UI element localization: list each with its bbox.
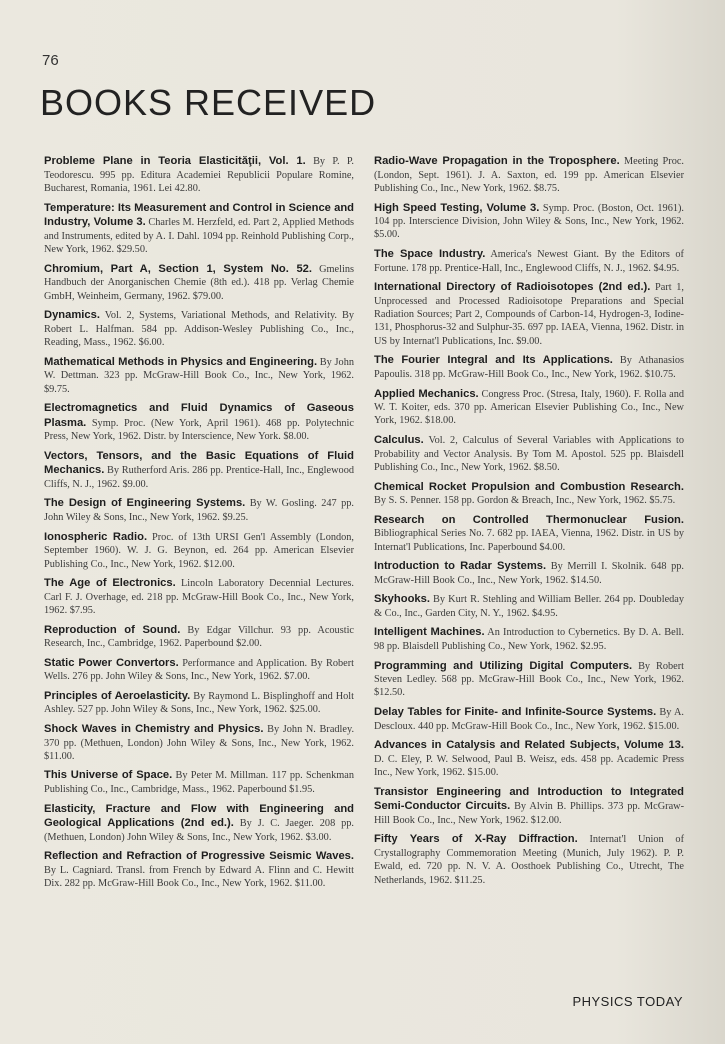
book-title: The Space Industry.	[374, 248, 486, 260]
book-details: Proc. of 13th URSI Gen'l Assembly (London, September 1960). W. J. G. Beynon, ed. 264 pp. American Elsevier Publishing Co., Inc., New York, 1962. $12.00.	[44, 531, 355, 570]
book-details: By L. Cagniard. Transl. from French by Edward A. Flinn and C. Hewitt Dix. 282 pp. McGraw-Hill Book Co., Inc., New York, 1962. $11.00.	[44, 864, 354, 890]
book-entry	[374, 480, 684, 508]
book-title: Vectors, Tensors, and the Basic Equations of Fluid Mechanics.	[44, 449, 354, 477]
book-entry	[44, 623, 354, 651]
book-details: By A. Descloux. 440 pp. McGraw-Hill Book Co., Inc., New York, 1962. $15.00.	[374, 707, 684, 732]
page-number: 76	[42, 52, 59, 69]
book-entry	[44, 689, 354, 717]
book-title: High Speed Testing, Volume 3.	[374, 201, 540, 214]
book-details: By J. C. Jaeger. 208 pp. (Methuen, London) John Wiley & Sons, Inc., New York, 1962. $3.00.	[44, 818, 354, 843]
right-column	[374, 154, 684, 896]
book-title: Elasticity, Fracture and Flow with Engineering and Geological Applications (2nd ed.).	[44, 802, 354, 830]
book-entry	[44, 201, 354, 257]
book-details: By John W. Dettman. 323 pp. McGraw-Hill Book Co., Inc., New York, 1962. $9.75.	[44, 356, 354, 395]
book-details: Meeting Proc. (London, Sept. 1961). J. A. Saxton, ed. 199 pp. American Elsevier Publishing Co., Inc., New York, 1962. $8.75.	[374, 156, 685, 194]
book-entry	[374, 785, 684, 828]
book-entry	[374, 738, 684, 779]
book-title: Introduction to Radar Systems.	[374, 560, 547, 573]
book-title: Ionospheric Radio.	[44, 530, 148, 543]
book-title: Radio-Wave Propagation in the Troposphere.	[374, 155, 620, 167]
book-title: Chromium, Part A, Section 1, System No. 52.	[44, 262, 313, 275]
book-details: By Alvin B. Phillips. 373 pp. McGraw-Hill Book Co., Inc., New York, 1962. $12.00.	[374, 801, 685, 826]
book-entry	[374, 201, 684, 242]
book-entry	[374, 154, 684, 195]
book-title: Reflection and Refraction of Progressive Seismic Waves.	[44, 850, 354, 863]
book-title: Intelligent Machines.	[374, 626, 485, 639]
book-details: By W. Gosling. 247 pp. John Wiley & Sons, Inc., New York, 1962. $9.25.	[44, 498, 354, 523]
book-details: By Athanasios Papoulis. 318 pp. McGraw-Hill Book Co., Inc., New York, 1962. $10.75.	[374, 355, 684, 380]
book-entry	[374, 513, 684, 554]
book-title: Transistor Engineering and Introduction to Integrated Semi-Conductor Circuits.	[374, 785, 684, 813]
book-title: Chemical Rocket Propulsion and Combustion Research.	[374, 480, 684, 493]
book-entry	[44, 401, 354, 444]
book-entry	[44, 576, 354, 617]
book-details: By Merrill I. Skolnik. 648 pp. McGraw-Hill Book Co., Inc., New York, 1962. $14.50.	[374, 561, 684, 586]
book-entry	[374, 280, 684, 348]
book-entry	[374, 559, 684, 587]
book-details: Symp. Proc. (Boston, Oct. 1961). 104 pp. Interscience Division, John Wiley & Sons, Inc., New York, 1962. $5.00.	[374, 202, 684, 241]
book-title: Fifty Years of X-Ray Diffraction.	[374, 833, 578, 846]
book-title: Research on Controlled Thermonuclear Fusion.	[374, 513, 684, 526]
book-title: Mathematical Methods in Physics and Engineering.	[44, 355, 318, 368]
book-title: The Age of Electronics.	[44, 577, 176, 590]
book-details: D. C. Eley, P. W. Selwood, Paul B. Weisz, eds. 458 pp. Academic Press Inc., New York, 1962. $15.00.	[374, 753, 684, 779]
book-details: Vol. 2, Systems, Variational Methods, and Relativity. By Robert L. Halfman. 584 pp. Addison-Wesley Publishing Co., Inc., Reading, Mass., 1962. $6.00.	[44, 310, 355, 348]
book-title: Applied Mechanics.	[374, 387, 479, 400]
book-entry	[44, 496, 354, 524]
footer-journal-name: PHYSICS TODAY	[572, 994, 683, 1009]
book-entry	[374, 592, 684, 620]
book-title: Electromagnetics and Fluid Dynamics of Gaseous Plasma.	[44, 402, 354, 429]
book-details: By Kurt R. Stehling and William Beller. 264 pp. Doubleday & Co., Inc., Garden City, N. Y., 1962. $4.95.	[374, 594, 685, 619]
book-details: An Introduction to Cybernetics. By D. A. Bell. 98 pp. Blaisdell Publishing Co., New York, 1962. $2.95.	[374, 627, 684, 652]
book-title: This Universe of Space.	[44, 769, 173, 782]
book-details: By Edgar Villchur. 93 pp. Acoustic Research, Inc., Cambridge, 1962. Paperbound $2.00.	[44, 624, 354, 650]
book-title: International Directory of Radioisotopes (2nd ed.).	[374, 281, 651, 294]
page-title: BOOKS RECEIVED	[40, 82, 377, 123]
book-details: America's Newest Giant. By the Editors of Fortune. 178 pp. Prentice-Hall, Inc., Englewood Cliffs, N. J., 1962. $4.95.	[374, 249, 684, 274]
book-details: By John N. Bradley. 370 pp. (Methuen, London) John Wiley & Sons, Inc., New York, 1962. $11.00.	[44, 723, 355, 762]
book-title: Programming and Utilizing Digital Computers.	[374, 659, 633, 672]
book-entry	[44, 308, 354, 349]
book-title: The Fourier Integral and Its Applications.	[374, 354, 613, 367]
book-details: Charles M. Herzfeld, ed. Part 2, Applied Methods and Instruments, edited by A. I. Dahl. 1094 pp. Reinhold Publishing Corp., New York, 1962. $29.50.	[44, 217, 354, 255]
book-details: By S. S. Penner. 158 pp. Gordon & Breach, Inc., New York, 1962. $5.75.	[374, 495, 676, 507]
book-title: Shock Waves in Chemistry and Physics.	[44, 722, 264, 735]
book-title: Temperature: Its Measurement and Control in Science and Industry, Volume 3.	[44, 201, 354, 229]
book-details: Symp. Proc. (New York, April 1961). 468 pp. Polytechnic Press, New York, 1962. Distr. by Interscience, New York. $8.00.	[44, 417, 354, 443]
book-details: By Rutherford Aris. 286 pp. Prentice-Hall, Inc., Englewood Cliffs, N. J., 1962. $9.00.	[44, 465, 354, 490]
book-entry	[374, 832, 684, 887]
book-entry	[374, 433, 684, 474]
book-entry	[44, 722, 354, 763]
book-details: By P. P. Teodorescu. 995 pp. Editura Academiei Republicii Populare Romine, Bucharest, Romania, 1961. Lei 42.80.	[44, 156, 355, 194]
book-title: Advances in Catalysis and Related Subjects, Volume 13.	[374, 739, 684, 752]
book-title: Principles of Aeroelasticity.	[44, 689, 191, 702]
book-title: Dynamics.	[44, 309, 100, 322]
book-entry	[44, 154, 354, 195]
book-details: Bibliographical Series No. 7. 682 pp. IAEA, Vienna, 1962. Distr. in US by Internat'l Publications, Inc. Paperbound $4.00.	[374, 528, 684, 553]
book-entry	[374, 625, 684, 653]
book-entry	[374, 705, 684, 733]
book-entry	[374, 659, 684, 700]
book-title: Calculus.	[374, 434, 424, 446]
book-title: The Design of Engineering Systems.	[44, 497, 246, 510]
book-entry	[44, 768, 354, 796]
book-title: Static Power Convertors.	[44, 656, 179, 669]
book-title: Delay Tables for Finite- and Infinite-Source Systems.	[374, 706, 657, 718]
book-details: Vol. 2, Calculus of Several Variables with Applications to Probability and Vector Analysis. By Tom M. Apostol. 525 pp. Blaisdell Publishing Co., Inc., New York, 1962. $8.50.	[374, 435, 684, 473]
book-details: By Peter M. Millman. 117 pp. Schenkman Publishing Co., Inc., Cambridge, Mass., 1962. Paperbound $1.95.	[44, 770, 354, 795]
book-entry	[44, 262, 354, 303]
book-columns	[44, 154, 684, 896]
book-details: Internat'l Union of Crystallography Commemoration Meeting (Munich, July 1962). P. P. Ewald, ed. 720 pp. N. V. A. Oosthoek Publishing Co., Utrecht, The Netherlands, 1962. $11.25.	[374, 834, 685, 886]
book-details: By Robert Steven Ledley. 568 pp. McGraw-Hill Book Co., Inc., New York, 1962. $12.50.	[374, 660, 684, 699]
book-title: Probleme Plane in Teoria Elasticităţii, Vol. 1.	[44, 155, 306, 167]
book-details: Performance and Application. By Robert Wells. 276 pp. John Wiley & Sons, Inc., New York, 1962. $7.00.	[44, 657, 355, 683]
book-entry	[44, 530, 354, 571]
book-entry	[44, 656, 354, 684]
book-entry	[44, 802, 354, 845]
book-title: Reproduction of Sound.	[44, 623, 181, 636]
book-title: Skyhooks.	[374, 593, 430, 606]
book-entry	[44, 449, 354, 492]
book-entry	[374, 387, 684, 428]
book-entry	[44, 849, 354, 890]
book-details: Congress Proc. (Stresa, Italy, 1960). F. Rolla and W. T. Koiter, eds. 370 pp. American Elsevier Publishing Co., Inc., New York, 1962. $18.00.	[374, 388, 684, 427]
book-details: Gmelins Handbuch der Anorganischen Chemie (8th ed.). 418 pp. Verlag Chemie GmbH, Weinheim, Germany, 1962. $79.00.	[44, 263, 355, 302]
book-entry	[374, 247, 684, 275]
book-entry	[374, 353, 684, 381]
book-details: By Raymond L. Bisplinghoff and Holt Ashley. 527 pp. John Wiley & Sons, Inc., New York, 1962. $25.00.	[44, 690, 354, 716]
book-details: Lincoln Laboratory Decennial Lectures. Carl F. J. Overhage, ed. 218 pp. McGraw-Hill Book Co., Inc., New York, 1962. $7.95.	[44, 578, 355, 616]
book-details: Part 1, Unprocessed and Processed Radioisotope Preparations and Special Radiation Sources; Part 2, Compounds of Carbon-14, Hydrogen-3, Iodine-131, Phosphorus-32 and Sulphur-35. 697 pp. IAEA, Vienna, 1962. Distr. in US by Internat'l Publications, Inc. $9.00.	[374, 282, 684, 347]
book-entry	[44, 355, 354, 396]
left-column	[44, 154, 354, 896]
